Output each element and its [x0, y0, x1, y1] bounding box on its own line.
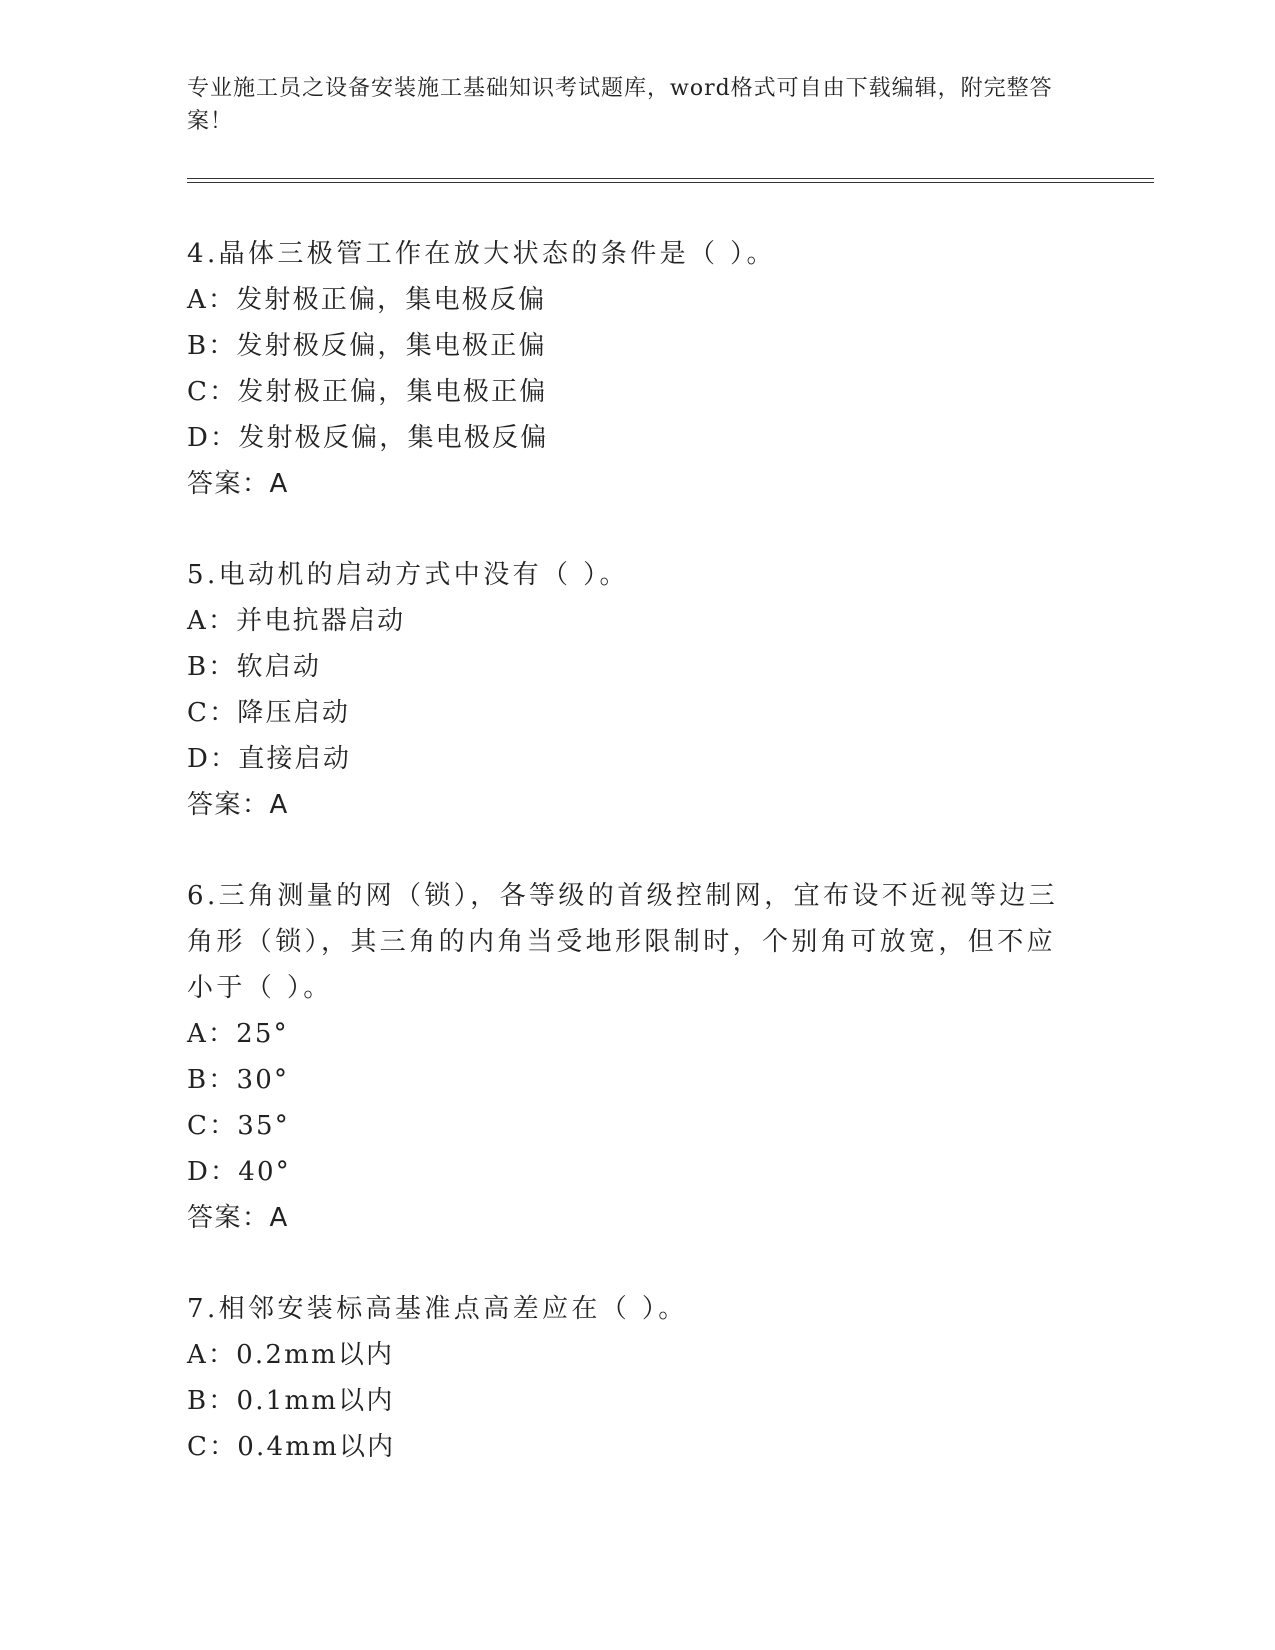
option-b: B：30° [187, 1065, 290, 1095]
question-5 [187, 552, 1067, 828]
option-a: A：0.2mm以内 [187, 1340, 395, 1370]
question-list [187, 231, 1067, 1515]
option-c: C：发射极正偏，集电极正偏 [187, 377, 548, 407]
option-c: C：降压启动 [187, 698, 351, 728]
header-divider-bottom [187, 182, 1154, 183]
question-6 [187, 873, 1067, 1241]
answer-label: 答案： [187, 1203, 270, 1233]
option-d: D：直接启动 [187, 744, 352, 774]
option-b: B：软启动 [187, 652, 322, 682]
option-c: C：0.4mm以内 [187, 1432, 396, 1462]
option-a: A：并电抗器启动 [187, 606, 406, 636]
answer-line [187, 782, 1067, 828]
option-a: A：发射极正偏，集电极反偏 [187, 285, 547, 315]
answer-label: 答案： [187, 790, 270, 820]
option-c: C：35° [187, 1111, 290, 1141]
answer-line [187, 1195, 1067, 1241]
answer-line [187, 461, 1067, 507]
answer-label: 答案： [187, 469, 270, 499]
question-stem: 7.相邻安装标高基准点高差应在（ ）。 [187, 1294, 688, 1324]
option-b: B：发射极反偏，集电极正偏 [187, 331, 547, 361]
answer-value: A [269, 1203, 289, 1233]
question-stem: 4.晶体三极管工作在放大状态的条件是（ ）。 [187, 239, 776, 269]
option-d: D：发射极反偏，集电极反偏 [187, 423, 549, 453]
option-d: D：40° [187, 1157, 291, 1187]
option-a: A：25° [187, 1019, 289, 1049]
question-stem: 5.电动机的启动方式中没有（ ）。 [187, 560, 629, 590]
option-b: B：0.1mm以内 [187, 1386, 395, 1416]
question-4 [187, 231, 1067, 507]
question-stem: 6.三角测量的网（锁），各等级的首级控制网，宜布设不近视等边三角形（锁），其三角的内角当受地形限制时，个别角可放宽，但不应小于（ ）。 [187, 881, 1059, 1003]
answer-value: A [269, 469, 289, 499]
document-header: 专业施工员之设备安装施工基础知识考试题库，word格式可自由下载编辑，附完整答案！ [187, 76, 1053, 134]
question-7 [187, 1286, 1067, 1470]
answer-value: A [269, 790, 289, 820]
header-divider-top [187, 178, 1154, 179]
